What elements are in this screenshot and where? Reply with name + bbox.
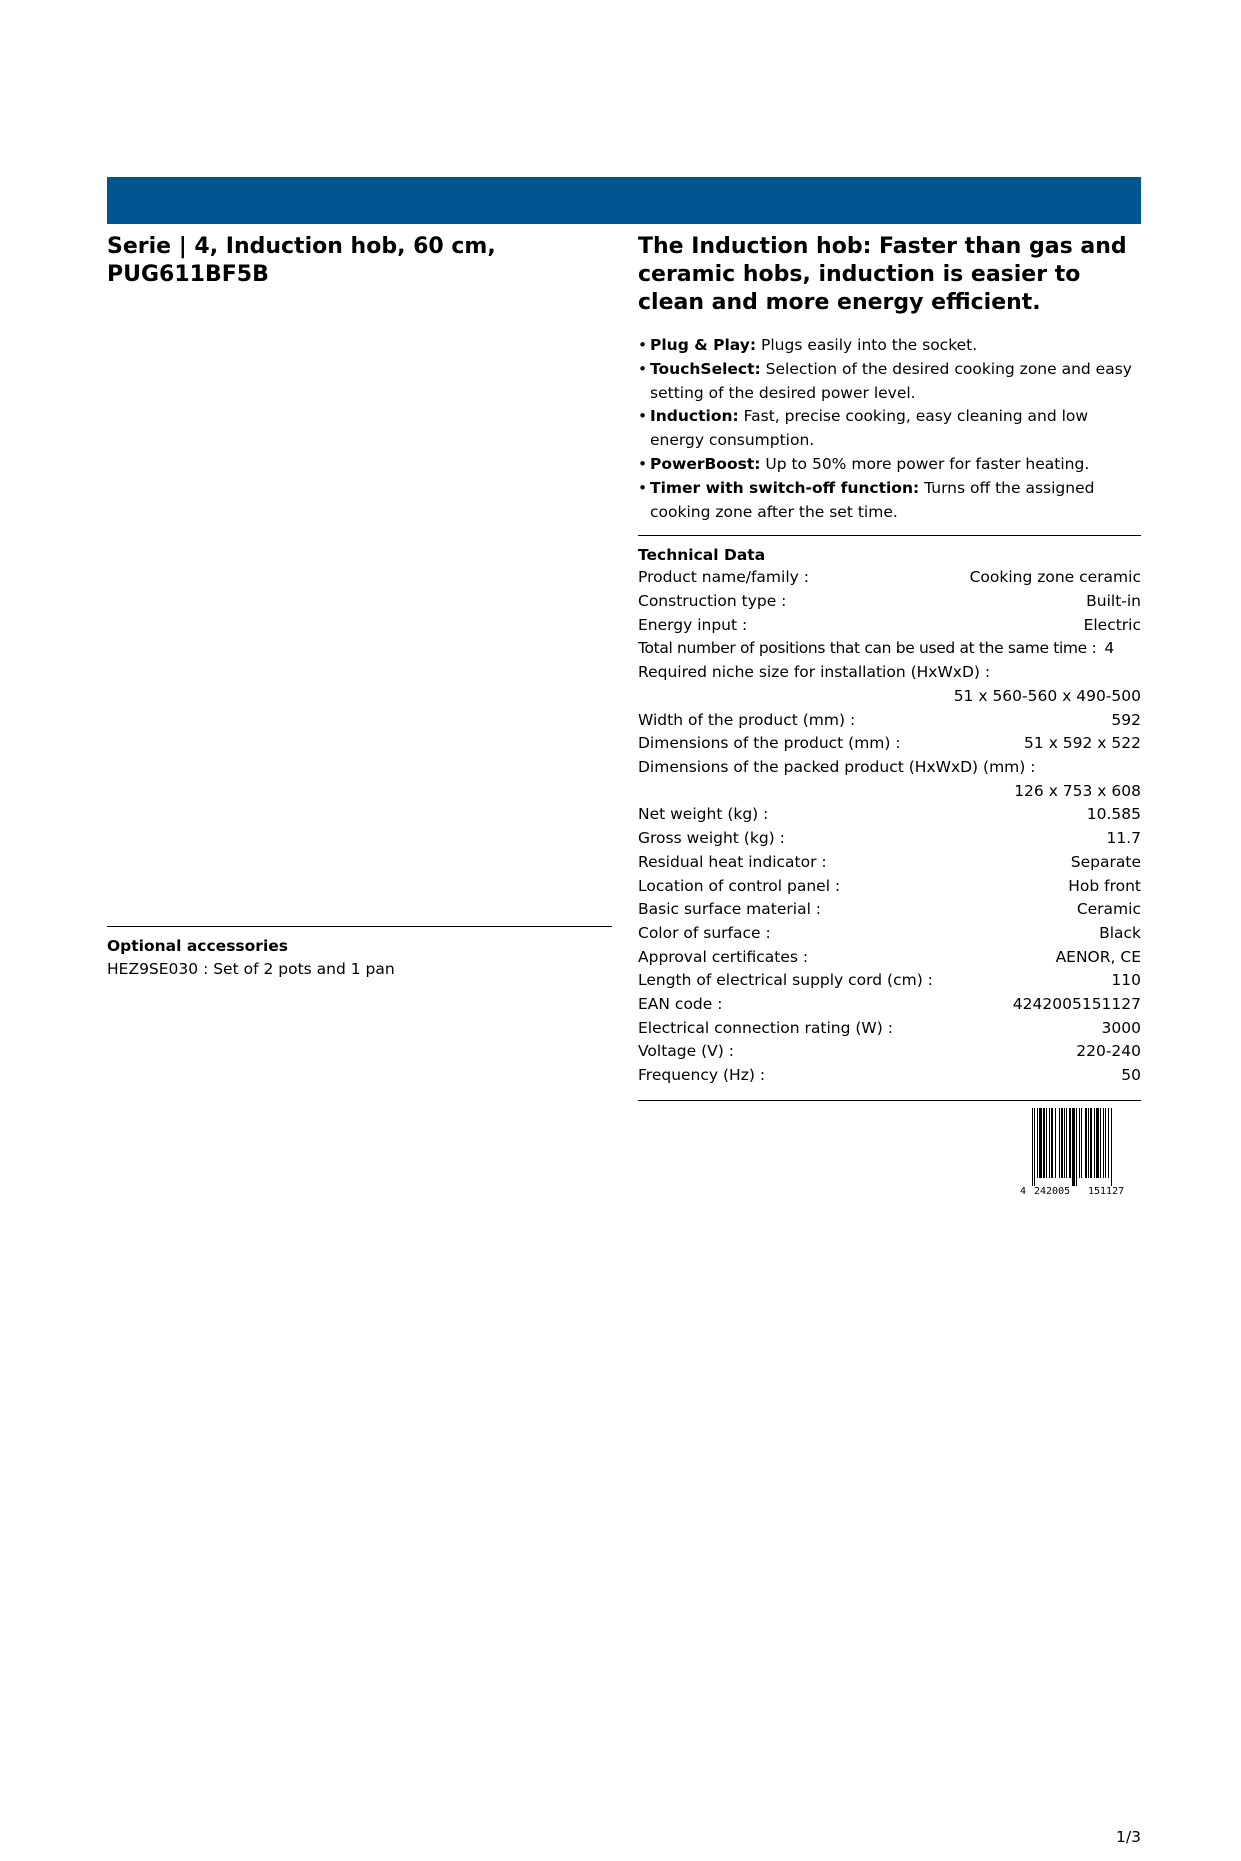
spec-row — [638, 756, 1141, 803]
spec-label: Electrical connection rating (W) : — [638, 1018, 893, 1037]
spec-value: 4 — [1104, 639, 1115, 658]
feature-list — [638, 334, 1141, 524]
barcode-bar — [1094, 1108, 1095, 1178]
spec-value: 51 x 560-560 x 490-500 — [953, 686, 1141, 705]
spec-label: Location of control panel : — [638, 876, 841, 895]
spec-row — [638, 827, 1141, 851]
barcode-bar — [1076, 1108, 1077, 1186]
divider — [638, 1100, 1141, 1101]
barcode-digit-first: 4 — [1020, 1186, 1027, 1196]
feature-label: PowerBoost: — [650, 454, 761, 473]
barcode-bar — [1100, 1108, 1101, 1178]
feature-item — [638, 477, 1141, 525]
barcode-bar — [1072, 1108, 1075, 1186]
divider — [107, 926, 612, 927]
spec-row — [638, 1017, 1141, 1041]
spec-row — [638, 566, 1141, 590]
spec-value: 51 x 592 x 522 — [1024, 734, 1141, 753]
spec-label: EAN code : — [638, 995, 723, 1014]
technical-data-title: Technical Data — [638, 546, 766, 565]
feature-item — [638, 334, 1141, 358]
feature-text: Fast, precise cooking, easy cleaning and low energy consumption. — [650, 407, 1089, 450]
spec-value: Electric — [1083, 615, 1141, 634]
spec-label: Energy input : — [638, 615, 748, 634]
spec-value: 3000 — [1101, 1018, 1141, 1037]
spec-row — [638, 803, 1141, 827]
spec-label: Required niche size for installation (HxWxD) : — [638, 663, 991, 682]
left-column — [107, 233, 612, 289]
spec-label: Approval certificates : — [638, 947, 809, 966]
barcode-bar — [1043, 1108, 1045, 1178]
barcode-bar — [1032, 1108, 1033, 1186]
spec-row — [638, 1064, 1141, 1088]
spec-value: 50 — [1121, 1066, 1141, 1085]
feature-text: Turns off the assigned cooking zone after the set time. — [650, 478, 1095, 521]
barcode-bar — [1103, 1108, 1104, 1178]
spec-label: Gross weight (kg) : — [638, 829, 785, 848]
spec-value: Black — [1099, 923, 1141, 942]
barcode-bar — [1069, 1108, 1071, 1178]
barcode-bar — [1111, 1108, 1112, 1186]
barcode-bar — [1085, 1108, 1087, 1178]
spec-label: Residual heat indicator : — [638, 852, 827, 871]
barcode-bar — [1037, 1108, 1038, 1178]
feature-text: Selection of the desired cooking zone and easy setting of the desired power level. — [650, 359, 1132, 402]
right-column — [638, 233, 1141, 1101]
feature-item — [638, 405, 1141, 453]
feature-label: TouchSelect: — [650, 359, 761, 378]
barcode-bar — [1046, 1108, 1047, 1178]
spec-label: Total number of positions that can be used at the same time : — [638, 639, 1097, 658]
spec-value: 4242005151127 — [1012, 995, 1141, 1014]
spec-value: 11.7 — [1106, 829, 1141, 848]
spec-row — [638, 993, 1141, 1017]
product-title — [107, 233, 612, 289]
spec-value: Ceramic — [1076, 900, 1141, 919]
header-banner — [107, 177, 1141, 224]
barcode-bar — [1039, 1108, 1042, 1178]
spec-row — [638, 922, 1141, 946]
spec-value: 126 x 753 x 608 — [1014, 781, 1141, 800]
spec-row — [638, 898, 1141, 922]
spec-value: 110 — [1111, 971, 1141, 990]
barcode-bar — [1051, 1108, 1053, 1178]
barcode-bar — [1066, 1108, 1067, 1178]
product-title-line1: Serie | 4, Induction hob, 60 cm, — [107, 234, 496, 259]
ean-barcode — [1020, 1108, 1141, 1196]
accessory-item: HEZ9SE030 : Set of 2 pots and 1 pan — [107, 960, 395, 978]
spec-label: Basic surface material : — [638, 900, 822, 919]
feature-item — [638, 358, 1141, 406]
spec-row — [638, 590, 1141, 614]
spec-row — [638, 732, 1141, 756]
feature-label: Induction: — [650, 407, 739, 426]
spec-label: Dimensions of the product (mm) : — [638, 734, 901, 753]
spec-label: Color of surface : — [638, 923, 771, 942]
spec-value: Built-in — [1086, 592, 1141, 611]
barcode-bar — [1108, 1108, 1109, 1178]
barcode-graphic — [1020, 1108, 1141, 1196]
accessories-title: Optional accessories — [107, 937, 288, 955]
spec-row — [638, 1040, 1141, 1064]
spec-label: Product name/family : — [638, 568, 809, 587]
spec-row — [638, 709, 1141, 733]
spec-value: 10.585 — [1086, 805, 1141, 824]
spec-label: Frequency (Hz) : — [638, 1066, 766, 1085]
barcode-bar — [1055, 1108, 1056, 1178]
spec-value: AENOR, CE — [1055, 947, 1141, 966]
technical-data-table — [638, 566, 1141, 1087]
spec-row — [638, 875, 1141, 899]
barcode-bar — [1090, 1108, 1092, 1178]
barcode-bar — [1064, 1108, 1065, 1178]
product-title-line2: PUG611BF5B — [107, 262, 269, 287]
spec-label: Net weight (kg) : — [638, 805, 769, 824]
barcode-group-left: 242005 — [1034, 1186, 1071, 1196]
optional-accessories — [107, 926, 612, 981]
spec-row — [638, 851, 1141, 875]
spec-label: Dimensions of the packed product (HxWxD) (mm) : — [638, 758, 1036, 776]
spec-row — [638, 969, 1141, 993]
divider — [638, 535, 1141, 536]
spec-label: Voltage (V) : — [638, 1042, 734, 1061]
spec-label: Length of electrical supply cord (cm) : — [638, 971, 933, 990]
spec-label: Construction type : — [638, 592, 787, 611]
feature-label: Plug & Play: — [650, 336, 757, 354]
feature-item — [638, 453, 1141, 477]
barcode-bar — [1049, 1108, 1050, 1178]
spec-row — [638, 637, 1141, 661]
spec-value: Cooking zone ceramic — [969, 568, 1141, 587]
barcode-bar — [1079, 1108, 1080, 1178]
feature-text: Plugs easily into the socket. — [756, 336, 978, 354]
spec-value: Separate — [1070, 852, 1141, 871]
barcode-bar — [1088, 1108, 1089, 1178]
barcode-bar — [1105, 1108, 1106, 1178]
spec-value: Hob front — [1068, 876, 1141, 895]
spec-row — [638, 661, 1141, 708]
spec-row — [638, 614, 1141, 638]
headline: The Induction hob: Faster than gas and ceramic hobs, induction is easier to clean and more energy efficient. — [638, 234, 1127, 315]
barcode-group-right: 151127 — [1088, 1186, 1125, 1196]
barcode-bar — [1034, 1108, 1035, 1186]
barcode-bar — [1081, 1108, 1082, 1178]
barcode-bar — [1061, 1108, 1063, 1178]
feature-label: Timer with switch-off function: — [650, 478, 920, 497]
page-number: 1/3 — [1116, 1828, 1141, 1846]
barcode-bar — [1096, 1108, 1099, 1178]
spec-value: 592 — [1111, 710, 1141, 729]
spec-label: Width of the product (mm) : — [638, 710, 856, 729]
spec-row — [638, 946, 1141, 970]
feature-text: Up to 50% more power for faster heating. — [760, 454, 1090, 473]
spec-value: 220-240 — [1076, 1042, 1141, 1061]
barcode-bar — [1059, 1108, 1060, 1178]
